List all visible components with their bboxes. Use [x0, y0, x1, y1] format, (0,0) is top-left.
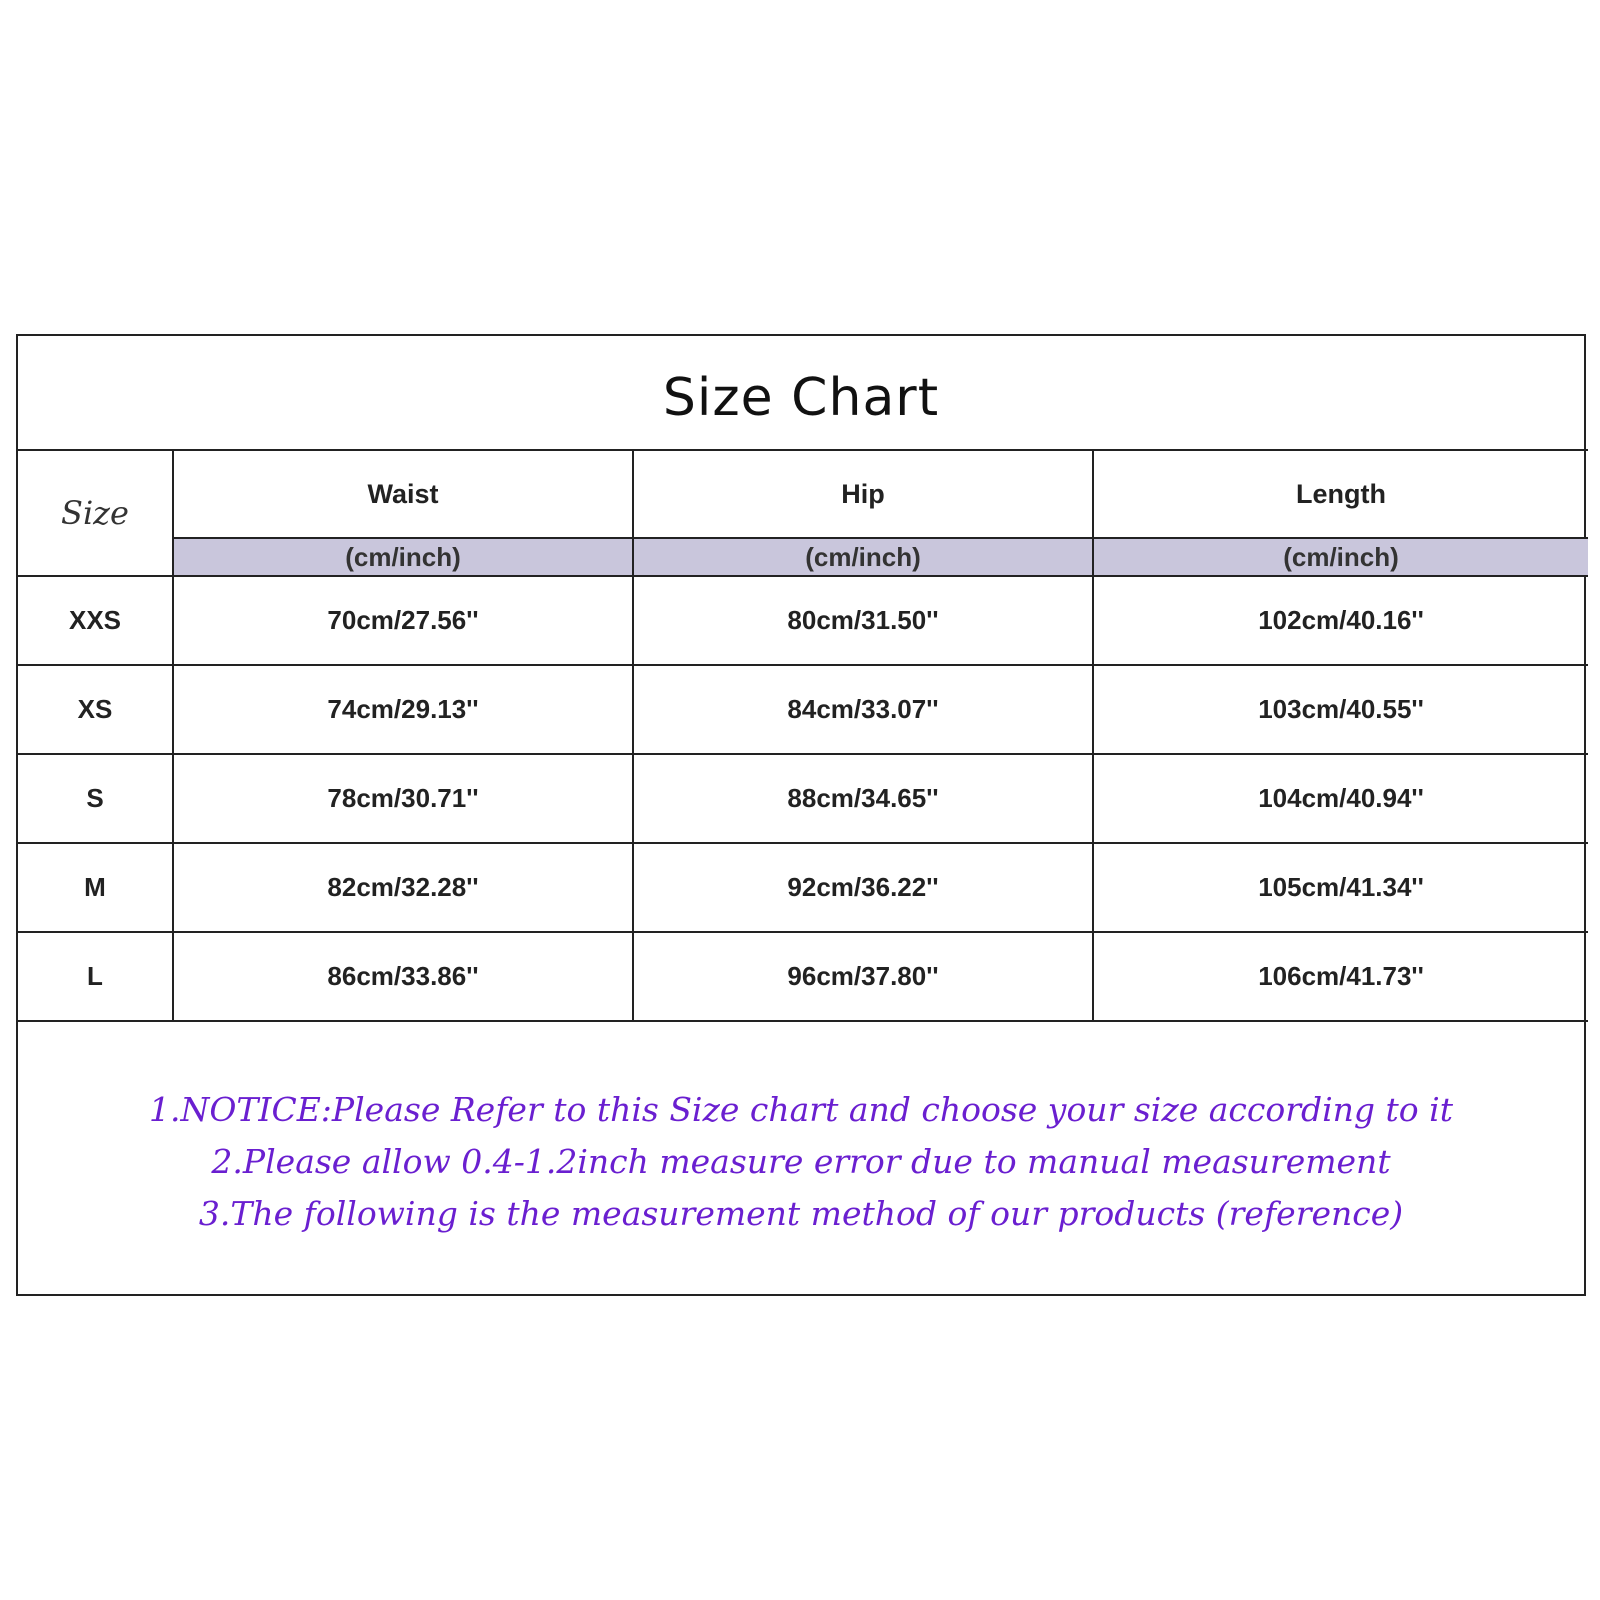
- note-line: 1.NOTICE:Please Refer to this Size chart and choose your size according to it: [149, 1089, 1453, 1129]
- length-cell: 104cm/40.94'': [1093, 754, 1588, 843]
- waist-cell: 86cm/33.86'': [173, 932, 633, 1021]
- waist-cell: 78cm/30.71'': [173, 754, 633, 843]
- length-cell: 106cm/41.73'': [1093, 932, 1588, 1021]
- size-table: [18, 449, 1588, 1022]
- table-row: [18, 576, 1588, 665]
- waist-cell: 74cm/29.13'': [173, 665, 633, 754]
- waist-cell: 82cm/32.28'': [173, 843, 633, 932]
- length-column-header: Length: [1093, 450, 1588, 538]
- size-cell: S: [18, 754, 173, 843]
- table-row: [18, 754, 1588, 843]
- length-cell: 102cm/40.16'': [1093, 576, 1588, 665]
- table-row: [18, 932, 1588, 1021]
- unit-row: [18, 538, 1588, 576]
- table-row: [18, 665, 1588, 754]
- length-cell: 105cm/41.34'': [1093, 843, 1588, 932]
- waist-unit: (cm/inch): [173, 538, 633, 576]
- waist-column-header: Waist: [173, 450, 633, 538]
- hip-unit: (cm/inch): [633, 538, 1093, 576]
- length-cell: 103cm/40.55'': [1093, 665, 1588, 754]
- hip-cell: 88cm/34.65'': [633, 754, 1093, 843]
- hip-cell: 84cm/33.07'': [633, 665, 1093, 754]
- length-unit: (cm/inch): [1093, 538, 1588, 576]
- header-row: [18, 450, 1588, 538]
- size-column-header: Size: [18, 450, 173, 576]
- size-cell: M: [18, 843, 173, 932]
- title-row: [18, 336, 1584, 451]
- note-line: 3.The following is the measurement method of our products (reference): [198, 1193, 1404, 1233]
- table-row: [18, 843, 1588, 932]
- size-cell: L: [18, 932, 173, 1021]
- waist-cell: 70cm/27.56'': [173, 576, 633, 665]
- hip-cell: 92cm/36.22'': [633, 843, 1093, 932]
- note-line: 2.Please allow 0.4-1.2inch measure error due to manual measurement: [211, 1141, 1391, 1181]
- size-cell: XXS: [18, 576, 173, 665]
- notes-section: [18, 1029, 1584, 1294]
- size-chart: [16, 334, 1586, 1296]
- hip-cell: 96cm/37.80'': [633, 932, 1093, 1021]
- hip-column-header: Hip: [633, 450, 1093, 538]
- chart-title: Size Chart: [662, 367, 940, 428]
- size-cell: XS: [18, 665, 173, 754]
- hip-cell: 80cm/31.50'': [633, 576, 1093, 665]
